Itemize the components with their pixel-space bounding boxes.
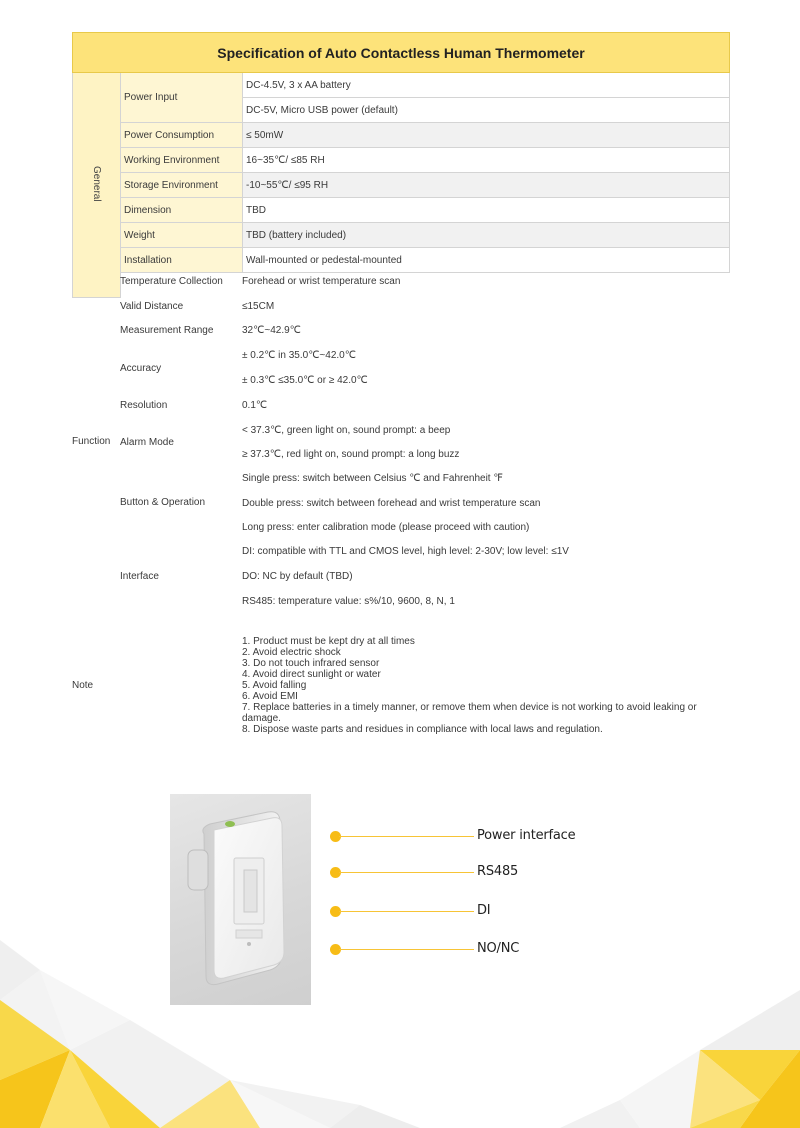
weight-value: TBD (battery included) [243,223,730,248]
callout-line [339,911,474,912]
resolution-value: 0.1℃ [242,400,268,411]
callout-label: RS485 [477,864,519,879]
note-item: 6. Avoid EMI [242,690,298,702]
callout-label: Power interface [477,828,576,843]
section-general [73,73,121,298]
specification-table [72,32,730,298]
note-list [242,614,729,756]
alarm-mode-value-1: < 37.3℃, green light on, sound prompt: a beep [242,424,451,436]
deco-shape [620,1050,700,1128]
note-item: 1. Product must be kept dry at all times [242,635,415,647]
note-label: Note [72,679,94,691]
interface-value-1: DI: compatible with TTL and CMOS level, high level: 2-30V; low level: ≤1V [242,546,569,557]
accuracy-value-1: ± 0.2℃ in 35.0℃~42.0℃ [242,350,356,361]
specification-table-function [72,269,729,756]
row-label-temperature-collection: Temperature Collection [120,276,223,287]
valid-distance-value: ≤15CM [242,300,275,312]
section-general-label: General [91,165,102,202]
callout-power-interface [330,826,630,846]
dimension-value: TBD [243,198,730,223]
row-label-power-input: Power Input [121,73,243,123]
accuracy-value-2: ± 0.3℃ ≤35.0℃ or ≥ 42.0℃ [242,375,368,386]
row-label-weight: Weight [121,223,243,248]
row-label-installation: Installation [121,248,243,273]
decorative-polygon-footer [0,930,800,1128]
interface-value-3: RS485: temperature value: s%/10, 9600, 8, N, 1 [242,596,455,607]
row-label-working-environment: Working Environment [121,148,243,173]
row-label-button-operation: Button & Operation [120,497,206,508]
button-operation-value-1: Single press: switch between Celsius ℃ and Fahrenheit ℉ [242,473,503,484]
button-operation-value-2: Double press: switch between forehead and wrist temperature scan [242,497,541,509]
callout-line [339,836,474,837]
row-label-alarm-mode: Alarm Mode [120,436,174,448]
power-input-value-1: DC-4.5V, 3 x AA battery [243,73,730,98]
working-environment-value: 16~35℃/ ≤85 RH [243,148,730,173]
button-operation-value-3: Long press: enter calibration mode (please proceed with caution) [242,521,530,533]
measurement-range-value: 32℃~42.9℃ [242,325,301,336]
note-item: 3. Do not touch infrared sensor [242,657,380,669]
table-title: Specification of Auto Contactless Human Thermometer [73,33,730,73]
row-label-power-consumption: Power Consumption [121,123,243,148]
power-consumption-value: ≤ 50mW [243,123,730,148]
alarm-mode-value-2: ≥ 37.3℃, red light on, sound prompt: a long buzz [242,448,460,460]
note-item: 4. Avoid direct sunlight or water [242,668,381,680]
note-item: 5. Avoid falling [242,679,307,691]
row-label-dimension: Dimension [121,198,243,223]
row-label-accuracy: Accuracy [120,362,162,374]
section-function-label: Function [72,436,111,447]
note-item: 8. Dispose waste parts and residues in compliance with local laws and regulation. [242,723,603,735]
callout-rs485 [330,862,630,882]
row-label-resolution: Resolution [120,400,168,411]
callout-line [339,872,474,873]
callout-di [330,901,630,921]
callout-label: DI [477,903,491,918]
storage-environment-value: -10~55℃/ ≤95 RH [243,173,730,198]
note-item: 2. Avoid electric shock [242,646,341,658]
callout-label: NO/NC [477,941,520,956]
deco-shape [700,990,800,1050]
section-function-cell [72,269,120,614]
installation-value: Wall-mounted or pedestal-mounted [243,248,730,273]
row-label-storage-environment: Storage Environment [121,173,243,198]
row-label-interface: Interface [120,571,159,582]
note-item: 7. Replace batteries in a timely manner, or remove them when device is not working to avoid leaking or damage. [242,701,697,724]
power-input-value-2: DC-5V, Micro USB power (default) [243,98,730,123]
row-label-measurement-range: Measurement Range [120,325,214,336]
temperature-collection-value: Forehead or wrist temperature scan [242,276,401,287]
row-label-valid-distance: Valid Distance [120,300,184,312]
interface-value-2: DO: NC by default (TBD) [242,571,353,582]
